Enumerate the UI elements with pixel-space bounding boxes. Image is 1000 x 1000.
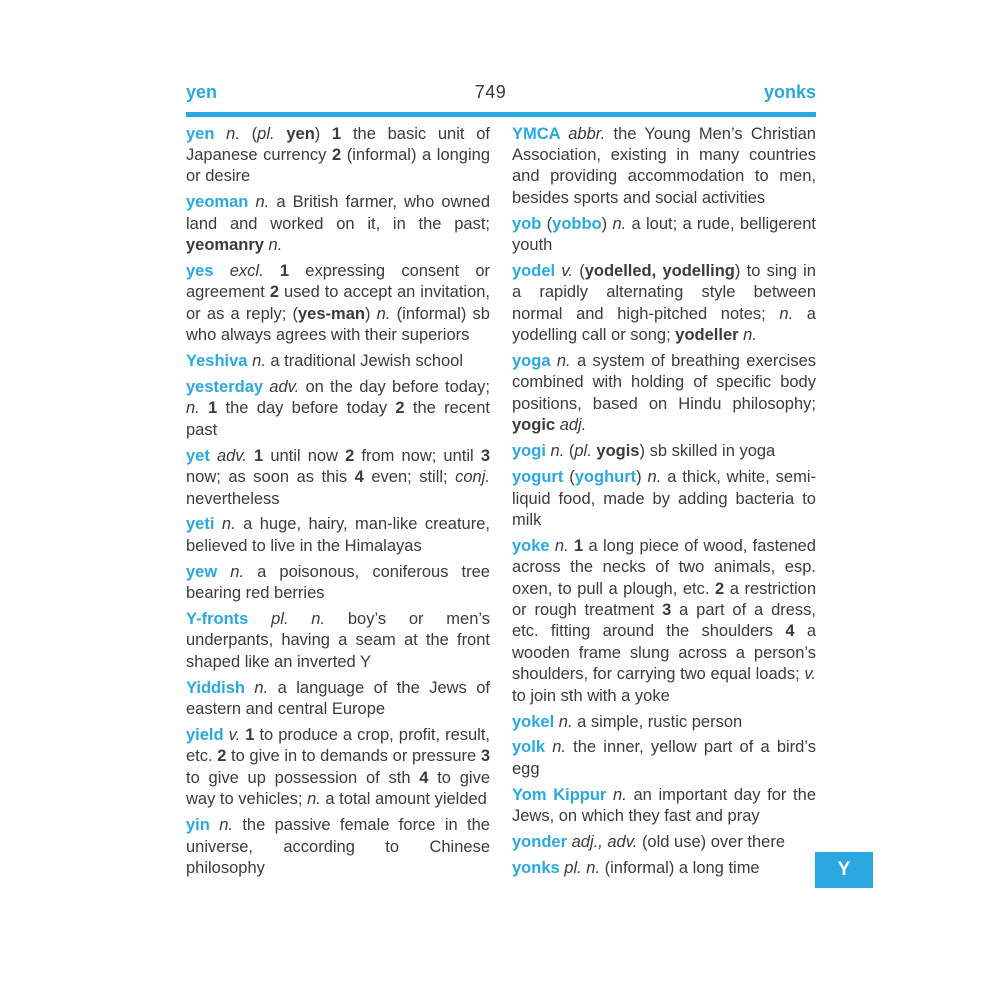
dictionary-entry-yoga: yoga n. a system of breathing exercises combined with holding of specific body positions, based on Hindu philosophy; yogic adj.	[512, 352, 816, 435]
headword: yield	[186, 726, 229, 745]
headword: Yiddish	[186, 678, 255, 697]
dictionary-entry-yeshiva: Yeshiva n. a traditional Jewish school	[186, 352, 464, 371]
guide-word-left: yen	[186, 82, 218, 102]
dictionary-entry-yokel: yokel n. a simple, rustic person	[512, 712, 743, 731]
headword: yonder	[512, 833, 572, 852]
headword: Yom Kippur	[512, 785, 614, 804]
dictionary-entry-yiddish: Yiddish n. a language of the Jews of eastern and central Europe	[186, 678, 490, 719]
dictionary-entry-yet: yet adv. 1 until now 2 from now; until 3 now; as soon as this 4 even; still; conj. nevertheless	[186, 446, 490, 508]
headword: yokel	[512, 712, 559, 731]
headword: yob	[512, 214, 542, 233]
headword: yet	[186, 446, 217, 465]
headword: yolk	[512, 738, 553, 757]
dictionary-entry-yesterday: yesterday adv. on the day before today; n. 1 the day before today 2 the recent past	[186, 377, 490, 439]
headword: yogurt	[512, 468, 564, 487]
headword: Y-fronts	[186, 610, 272, 629]
headword: yesterday	[186, 377, 270, 396]
headword: yew	[186, 562, 231, 581]
page-header	[186, 82, 816, 103]
dictionary-entry-yen: yen n. (pl. yen) 1 the basic unit of Japanese currency 2 (informal) a longing or desire	[186, 124, 490, 186]
dictionary-entry-yonder: yonder adj., adv. (old use) over there	[512, 833, 786, 852]
header-rule	[186, 112, 816, 117]
right-column	[512, 124, 816, 884]
dictionary-entry-yeoman: yeoman n. a British farmer, who owned land and worked on it, in the past; yeomanry n.	[186, 193, 490, 255]
dictionary-entry-yonks: yonks pl. n. (informal) a long time	[512, 859, 760, 877]
page-number: 749	[474, 82, 507, 102]
dictionary-entry-yolk: yolk n. the inner, yellow part of a bird’s egg	[512, 738, 816, 778]
headword: yobbo	[552, 214, 602, 233]
dictionary-entry-yield: yield v. 1 to produce a crop, profit, result, etc. 2 to give in to demands or pressure 3 to give up possession of sth 4 to give way to vehicles; n. a total amount yielded	[186, 726, 491, 809]
dictionary-columns	[186, 124, 816, 884]
dictionary-entry-yob: yob (yobbo) n. a lout; a rude, belligerent youth	[512, 214, 816, 255]
dictionary-entry-ymca: YMCA abbr. the Young Men’s Christian Association, existing in many countries and providing accommodation to men, besides sports and social activities	[512, 124, 816, 207]
dictionary-entry-yoke: yoke n. 1 a long piece of wood, fastened across the necks of two animals, esp. oxen, to pull a plough, etc. 2 a restriction or rough treatment 3 a part of a dress, etc. fitting around the shoulders 4 a wooden frame slung across a person’s shoulders, for carrying two equal loads; v. to join sth with a yoke	[512, 536, 816, 705]
dictionary-entry-yogi: yogi n. (pl. yogis) sb skilled in yoga	[512, 442, 776, 461]
alphabet-tab-y: Y	[815, 852, 873, 888]
dictionary-entry-yew: yew n. a poisonous, coniferous tree bearing red berries	[186, 562, 490, 603]
headword: yoga	[512, 352, 557, 371]
dictionary-entry-yom-kippur: Yom Kippur n. an important day for the Jews, on which they fast and pray	[512, 785, 816, 826]
headword: yodel	[512, 261, 562, 280]
headword: yoke	[512, 536, 555, 555]
dictionary-entry-yin: yin n. the passive female force in the universe, according to Chinese philosophy	[186, 816, 490, 877]
headword: yeti	[186, 515, 222, 534]
page-content	[186, 82, 816, 884]
headword: YMCA	[512, 124, 569, 143]
dictionary-entry-yes: yes excl. 1 expressing consent or agreement 2 used to accept an invitation, or as a reply; (yes-man) n. (informal) sb who always agrees with their superiors	[186, 261, 491, 345]
left-column	[186, 124, 490, 884]
headword: yogi	[512, 442, 551, 461]
dictionary-entry-yodel: yodel v. (yodelled, yodelling) to sing in a rapidly alternating style between normal and high-pitched notes; n. a yodelling call or song; yodeller n.	[512, 261, 816, 345]
headword: yes	[186, 261, 230, 280]
dictionary-entry-y-fronts: Y-fronts pl. n. boy’s or men’s underpants, having a seam at the front shaped like an inverted Y	[186, 610, 490, 671]
headword: yen	[186, 124, 227, 143]
dictionary-entry-yeti: yeti n. a huge, hairy, man-like creature, believed to live in the Himalayas	[186, 515, 490, 555]
headword: yeoman	[186, 193, 256, 212]
headword: yoghurt	[574, 468, 637, 487]
headword: yonks	[512, 859, 565, 877]
headword: yin	[186, 816, 220, 835]
dictionary-entry-yogurt: yogurt (yoghurt) n. a thick, white, semi-liquid food, made by adding bacteria to milk	[512, 468, 816, 529]
guide-word-right: yonks	[763, 82, 816, 102]
headword: Yeshiva	[186, 352, 253, 371]
